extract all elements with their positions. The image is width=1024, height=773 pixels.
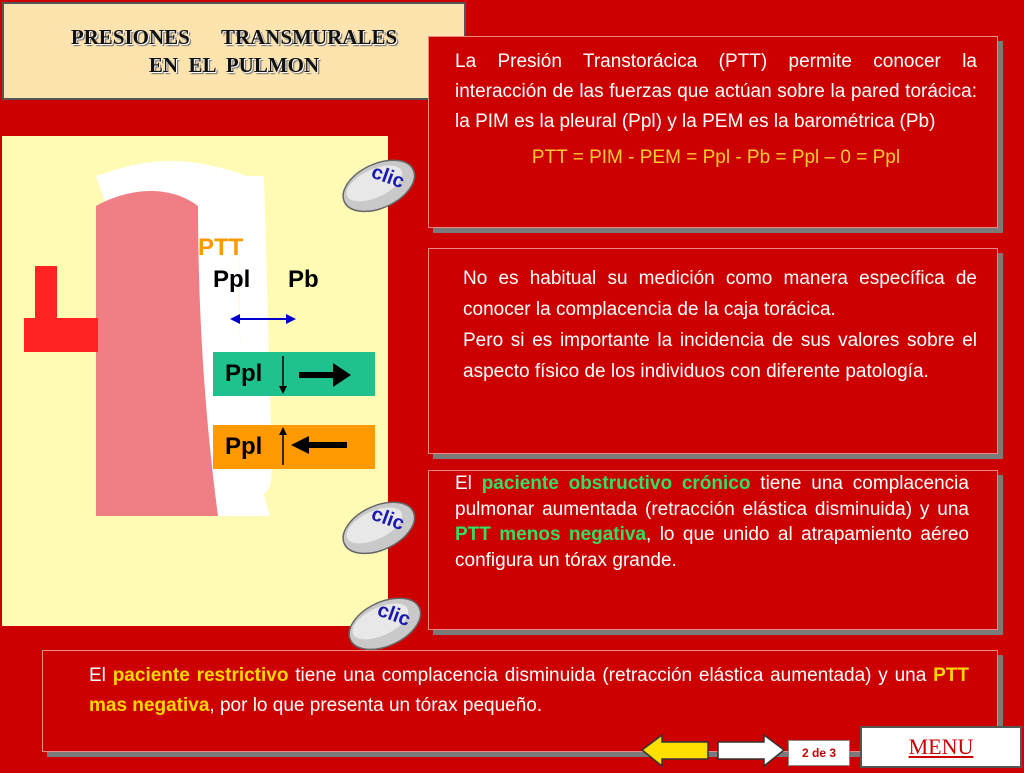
obstructive-highlight: paciente obstructivo crónico	[481, 473, 751, 494]
measurement-text-1: No es habitual su medición como manera específica de conocer la complacencia de la caja torácica.	[463, 268, 977, 320]
ptt-formula: PTT = PIM - PEM = Ppl - Pb = Ppl – 0 = Ppl	[531, 147, 901, 168]
ppl-orange-label: Ppl	[225, 433, 263, 460]
ptt-more-negative-highlight: PTT mas negativa	[89, 665, 969, 716]
menu-button[interactable]: MENU	[860, 726, 1022, 768]
obstructive-text: El paciente obstructivo crónico tiene una complacencia pulmonar aumentada (retracción elástica disminuida) y una PTT menos negativa, lo que unido al atrapamiento aéreo configura un tórax grande.	[455, 473, 969, 571]
arrow-left-icon	[273, 425, 373, 469]
ptt-definition-text: La Presión Transtorácica (PTT) permite conocer la interacción de las fuerzas que actúan sobre la pared torácica: la PIM es la pleural (Ppl) y la PEM es la barométrica (Pb)	[455, 51, 977, 132]
title-line-1: PRESIONES TRANSMURALES	[70, 25, 398, 49]
lung-diagram	[2, 136, 388, 626]
info-box-measurement	[428, 248, 998, 454]
clic-label: clic	[374, 598, 414, 632]
info-box-restrictive	[42, 650, 998, 752]
info-box-ptt-definition	[428, 36, 998, 228]
page-indicator: 2 de 3	[788, 740, 850, 766]
ptt-less-negative-highlight: PTT menos negativa	[455, 524, 647, 545]
mouse-click-icon-2[interactable]	[333, 488, 423, 564]
ppl-green-bar	[213, 352, 375, 396]
info-box-obstructive	[428, 470, 998, 630]
ppl-orange-bar	[213, 425, 375, 469]
pb-label: Pb	[288, 266, 319, 293]
title-line-2: EN EL PULMON	[148, 53, 320, 77]
clic-label: clic	[368, 502, 408, 536]
ppl-green-label: Ppl	[225, 360, 263, 387]
measurement-text-2: Pero si es importante la incidencia de sus valores sobre el aspecto físico de los individuos con diferente patología.	[463, 330, 977, 382]
mouse-click-icon-1[interactable]	[333, 146, 423, 222]
ptt-label: PTT	[198, 234, 244, 261]
mouse-click-icon-3[interactable]	[339, 584, 429, 660]
next-button[interactable]	[716, 733, 786, 773]
title-box	[2, 2, 466, 100]
arrow-left-nav-icon	[640, 733, 710, 768]
arrow-right-icon	[273, 352, 373, 396]
ppl-label: Ppl	[213, 266, 251, 293]
restrictive-text: El paciente restrictivo tiene una complacencia disminuida (retracción elástica aumentada) y una PTT mas negativa, por lo que presenta un tórax pequeño.	[89, 665, 969, 716]
arrow-right-nav-icon	[716, 733, 786, 768]
restrictive-highlight: paciente restrictivo	[112, 665, 289, 686]
back-button[interactable]	[640, 733, 710, 773]
clic-label: clic	[368, 160, 408, 194]
